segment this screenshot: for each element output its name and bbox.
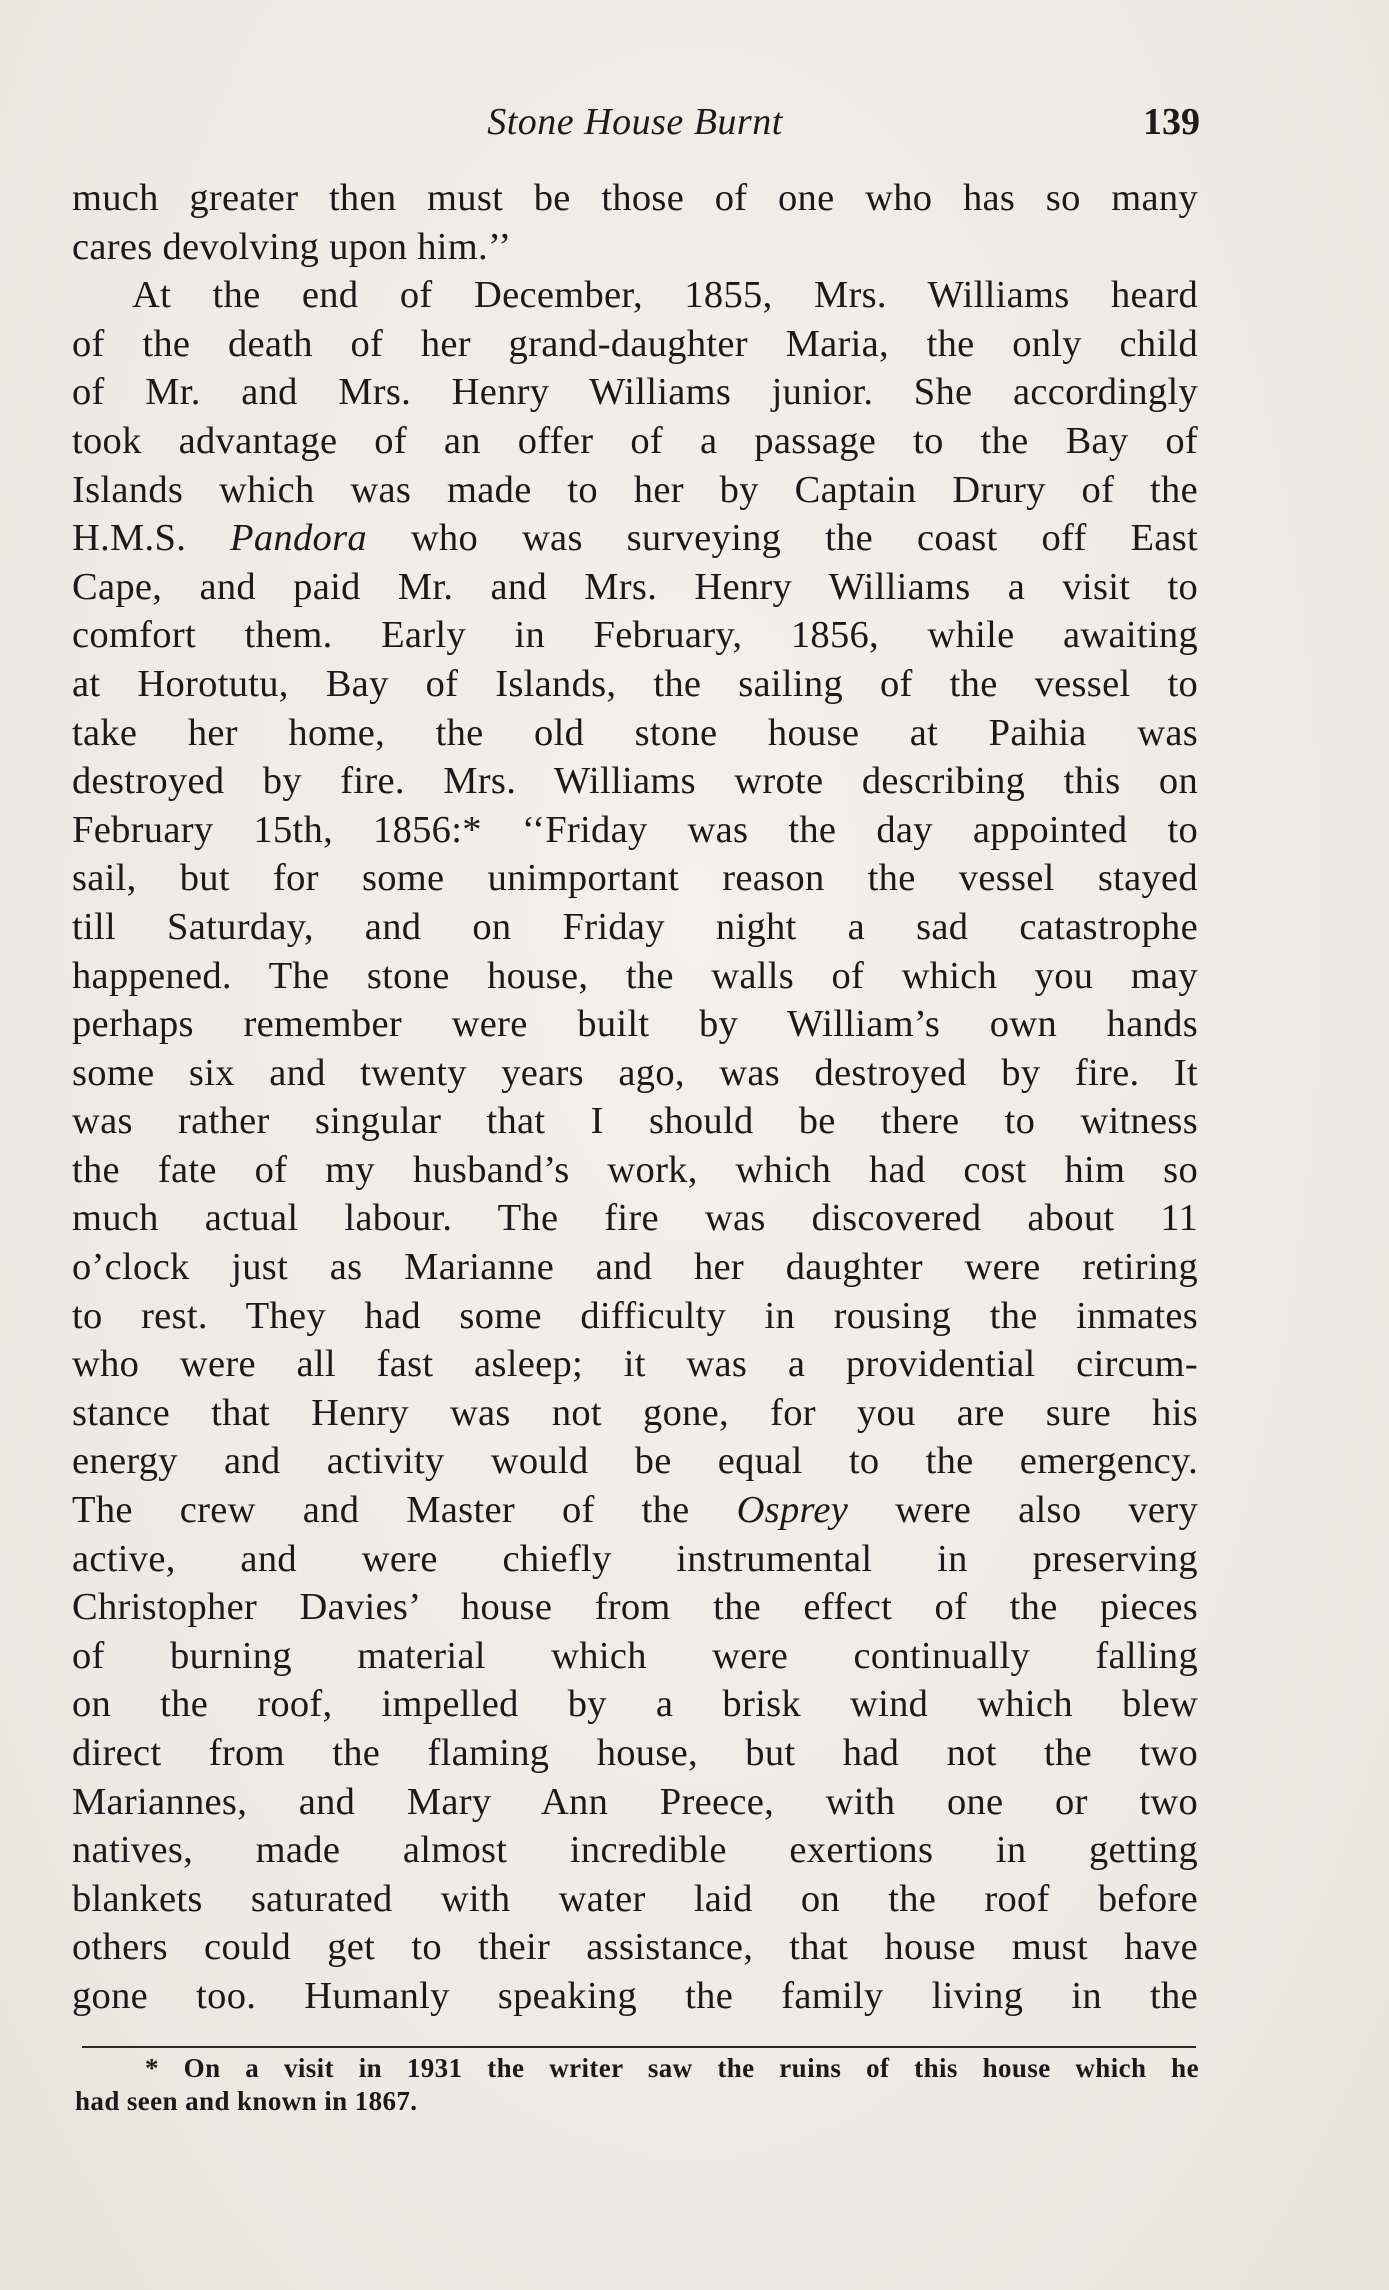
text-line: much actual labour. The fire was discovered about 11	[72, 1197, 1198, 1240]
text-line: at Horotutu, Bay of Islands, the sailing of the vessel to	[72, 662, 1198, 705]
text-line: the fate of my husband’s work, which had cost him so	[72, 1148, 1198, 1191]
text-segment: The crew and Master of the	[72, 1489, 737, 1532]
text-line: happened. The stone house, the walls of which you may	[72, 954, 1198, 997]
text-line: of the death of her grand-daughter Maria, the only child	[72, 322, 1198, 365]
text-line: stance that Henry was not gone, for you are sure his	[72, 1391, 1198, 1434]
page-header	[70, 100, 1200, 150]
text-line: blankets saturated with water laid on the roof before	[72, 1877, 1198, 1920]
text-line: Islands which was made to her by Captain Drury of the	[72, 468, 1198, 511]
ship-name-osprey: Osprey	[736, 1489, 849, 1532]
text-segment: were also very	[848, 1489, 1198, 1532]
page-number: 139	[1143, 101, 1200, 143]
footnote-divider	[82, 2046, 1196, 2048]
text-line: till Saturday, and on Friday night a sad catastrophe	[72, 905, 1198, 948]
text-line: destroyed by fire. Mrs. Williams wrote describing this on	[72, 760, 1198, 803]
text-line: cares devolving upon him.’’	[72, 225, 512, 268]
text-line: took advantage of an offer of a passage to the Bay of	[72, 419, 1198, 462]
text-line: much greater then must be those of one who has so many	[72, 177, 1198, 219]
text-line: take her home, the old stone house at Paihia was	[72, 711, 1198, 754]
body-text	[72, 174, 1198, 2021]
text-segment: who was surveying the coast off East	[366, 517, 1198, 560]
text-line: Christopher Davies’ house from the effect of the pieces	[72, 1586, 1198, 1629]
text-line: perhaps remember were built by William’s own hands	[72, 1003, 1198, 1046]
text-line	[72, 1486, 1198, 1535]
text-line: some six and twenty years ago, was destroyed by fire. It	[72, 1051, 1198, 1094]
text-line: energy and activity would be equal to the emergency.	[72, 1440, 1198, 1483]
text-line: o’clock just as Marianne and her daughter were retiring	[72, 1246, 1198, 1289]
text-line: was rather singular that I should be there to witness	[72, 1100, 1198, 1143]
text-line: comfort them. Early in February, 1856, while awaiting	[72, 614, 1198, 657]
ship-name-pandora: Pandora	[230, 517, 367, 560]
text-line: who were all fast asleep; it was a providential circum-	[72, 1343, 1198, 1386]
text-line: active, and were chiefly instrumental in preserving	[72, 1537, 1198, 1580]
text-line: February 15th, 1856:* ‘‘Friday was the day appointed to	[72, 808, 1198, 851]
footnote-line: had seen and known in 1867.	[75, 2086, 418, 2116]
text-line: others could get to their assistance, that house must have	[72, 1926, 1198, 1969]
text-line: direct from the flaming house, but had not the two	[72, 1732, 1198, 1774]
running-title: Stone House Burnt	[487, 101, 783, 143]
paragraph	[72, 174, 1198, 271]
text-line: on the roof, impelled by a brisk wind which blew	[72, 1683, 1198, 1726]
text-line: gone too. Humanly speaking the family living in the	[72, 1974, 1198, 2017]
text-line: to rest. They had some difficulty in rousing the inmates	[72, 1294, 1198, 1337]
text-line: of Mr. and Mrs. Henry Williams junior. She accordingly	[72, 371, 1198, 414]
text-line: sail, but for some unimportant reason the vessel stayed	[72, 857, 1198, 900]
text-line: Cape, and paid Mr. and Mrs. Henry Williams a visit to	[72, 565, 1198, 608]
text-line: of burning material which were continually falling	[72, 1634, 1198, 1677]
text-line: natives, made almost incredible exertions in getting	[72, 1829, 1198, 1872]
text-line: Mariannes, and Mary Ann Preece, with one or two	[72, 1780, 1198, 1823]
text-line: At the end of December, 1855, Mrs. Williams heard	[132, 274, 1198, 317]
footnote-line: * On a visit in 1931 the writer saw the ruins of this house which he	[145, 2053, 1199, 2083]
text-line	[72, 514, 1198, 563]
footnote	[75, 2052, 1199, 2118]
paragraph	[72, 271, 1198, 2020]
text-segment: H.M.S.	[72, 517, 231, 560]
